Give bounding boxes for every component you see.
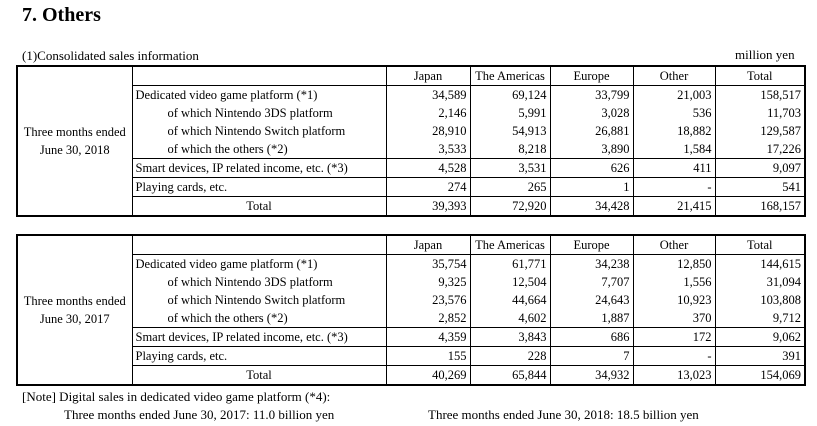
- cell-japan: 274: [386, 178, 470, 197]
- table-row: [17, 347, 805, 366]
- table-row: [17, 178, 805, 197]
- header-blank: [132, 66, 386, 86]
- period-line1: Three months ended: [23, 293, 126, 308]
- table-row: [17, 328, 805, 347]
- table-subtitle: (1)Consolidated sales information: [22, 48, 199, 63]
- cell-americas: 3,531: [470, 159, 550, 178]
- cell-americas: 65,844: [470, 366, 550, 386]
- cell-total: 154,069: [715, 366, 805, 386]
- cell-other: -: [633, 347, 715, 366]
- cell-total: 17,226: [766, 141, 801, 156]
- cell-total: 9,062: [715, 328, 805, 347]
- row-label: of which Nintendo Switch platform: [132, 291, 386, 309]
- cell-japan: 9,325: [386, 273, 470, 291]
- cell-americas: 61,771: [470, 255, 550, 274]
- cell-americas: 3,843: [470, 328, 550, 347]
- cell-total: 158,517: [715, 86, 805, 105]
- total-label: Total: [132, 366, 386, 386]
- cell-other: 1,556: [633, 273, 715, 291]
- cell-europe: 3,028: [550, 104, 633, 122]
- cell-europe: 3,890: [550, 140, 633, 159]
- table-row: [17, 86, 805, 105]
- cell-other: 172: [633, 328, 715, 347]
- cell-americas: 4,602: [470, 309, 550, 328]
- cell-europe: 33,799: [550, 86, 633, 105]
- cell-europe: 34,238: [550, 255, 633, 274]
- row-label: Smart devices, IP related income, etc. (*3): [132, 328, 386, 347]
- cell-total: 541: [715, 178, 805, 197]
- cell-other: -: [633, 178, 715, 197]
- col-header-japan: Japan: [386, 66, 470, 86]
- cell-americas: 265: [470, 178, 550, 197]
- cell-europe: 7: [550, 347, 633, 366]
- period-cell: [17, 235, 132, 385]
- cell-japan: 155: [386, 347, 470, 366]
- cell-total: 391: [715, 347, 805, 366]
- header-row: [17, 66, 805, 86]
- cell-japan: 34,589: [386, 86, 470, 105]
- cell-japan: 2,852: [386, 309, 470, 328]
- header-blank: [132, 235, 386, 255]
- note-2017: Three months ended June 30, 2017: 11.0 billion yen: [64, 407, 335, 422]
- cell-total: 103,808: [760, 292, 801, 307]
- cell-japan: 40,269: [386, 366, 470, 386]
- row-label: Playing cards, etc.: [132, 178, 386, 197]
- sales-table-2017: [16, 234, 806, 386]
- cell-japan: 4,359: [386, 328, 470, 347]
- row-label: of which Nintendo Switch platform: [132, 122, 386, 140]
- row-label: Smart devices, IP related income, etc. (*3): [132, 159, 386, 178]
- row-label: Dedicated video game platform (*1): [132, 86, 386, 105]
- cell-other: 1,584: [633, 140, 715, 159]
- cell-europe: 34,932: [550, 366, 633, 386]
- col-header-total: Total: [746, 237, 773, 252]
- cell-europe: 626: [550, 159, 633, 178]
- col-header-europe: Europe: [550, 66, 633, 86]
- cell-americas: 228: [470, 347, 550, 366]
- cell-japan: 2,146: [386, 104, 470, 122]
- col-header-americas: The Americas: [470, 235, 550, 255]
- sales-table-2018: [16, 65, 806, 217]
- cell-other: 411: [633, 159, 715, 178]
- cell-total: 31,094: [766, 274, 801, 289]
- table-row: [17, 291, 805, 309]
- row-label: of which Nintendo 3DS platform: [132, 273, 386, 291]
- cell-europe: 24,643: [550, 291, 633, 309]
- total-row: [17, 197, 805, 217]
- cell-americas: 69,124: [470, 86, 550, 105]
- cell-other: 536: [633, 104, 715, 122]
- note-2018: Three months ended June 30, 2018: 18.5 billion yen: [428, 407, 699, 422]
- note-heading: [Note] Digital sales in dedicated video game platform (*4):: [22, 389, 331, 404]
- cell-other: 18,882: [633, 122, 715, 140]
- cell-europe: 1: [550, 178, 633, 197]
- col-header-europe: Europe: [550, 235, 633, 255]
- cell-other: 370: [633, 309, 715, 328]
- cell-europe: 686: [550, 328, 633, 347]
- cell-europe: 34,428: [550, 197, 633, 217]
- row-label: of which the others (*2): [132, 140, 386, 159]
- row-label: Playing cards, etc.: [132, 347, 386, 366]
- cell-total: 144,615: [715, 255, 805, 274]
- cell-japan: 28,910: [386, 122, 470, 140]
- cell-other: 21,415: [633, 197, 715, 217]
- period-line2: June 30, 2018: [39, 143, 110, 157]
- row-label: Dedicated video game platform (*1): [132, 255, 386, 274]
- cell-japan: 39,393: [386, 197, 470, 217]
- row-label: of which the others (*2): [132, 309, 386, 328]
- cell-europe: 1,887: [550, 309, 633, 328]
- cell-other: 10,923: [633, 291, 715, 309]
- period-line1: Three months ended: [23, 124, 126, 139]
- cell-other: 21,003: [633, 86, 715, 105]
- table-row: [17, 159, 805, 178]
- cell-total: 9,097: [715, 159, 805, 178]
- period-cell: [17, 66, 132, 216]
- col-header-americas: The Americas: [470, 66, 550, 86]
- cell-americas: 8,218: [470, 140, 550, 159]
- table-row: [17, 122, 805, 140]
- cell-americas: 54,913: [470, 122, 550, 140]
- cell-americas: 12,504: [470, 273, 550, 291]
- table-row: [17, 309, 805, 328]
- col-header-japan: Japan: [386, 235, 470, 255]
- row-label: of which Nintendo 3DS platform: [132, 104, 386, 122]
- unit-label: million yen: [735, 47, 795, 62]
- cell-europe: 7,707: [550, 273, 633, 291]
- col-header-other: Other: [633, 66, 715, 86]
- table-row: [17, 104, 805, 122]
- period-line2: June 30, 2017: [39, 312, 110, 326]
- cell-americas: 44,664: [470, 291, 550, 309]
- cell-americas: 5,991: [470, 104, 550, 122]
- table-row: [17, 255, 805, 274]
- cell-total: 129,587: [760, 123, 801, 138]
- table-row: [17, 273, 805, 291]
- cell-japan: 35,754: [386, 255, 470, 274]
- cell-japan: 23,576: [386, 291, 470, 309]
- header-row: [17, 235, 805, 255]
- cell-japan: 3,533: [386, 140, 470, 159]
- cell-total: 11,703: [767, 105, 801, 120]
- table-row: [17, 140, 805, 159]
- cell-japan: 4,528: [386, 159, 470, 178]
- section-title: 7. Others: [22, 4, 101, 26]
- col-header-total: Total: [746, 68, 773, 83]
- cell-europe: 26,881: [550, 122, 633, 140]
- cell-other: 13,023: [633, 366, 715, 386]
- total-label: Total: [132, 197, 386, 217]
- cell-other: 12,850: [633, 255, 715, 274]
- cell-total: 9,712: [772, 310, 801, 325]
- total-row: [17, 366, 805, 386]
- col-header-other: Other: [633, 235, 715, 255]
- cell-total: 168,157: [715, 197, 805, 217]
- cell-americas: 72,920: [470, 197, 550, 217]
